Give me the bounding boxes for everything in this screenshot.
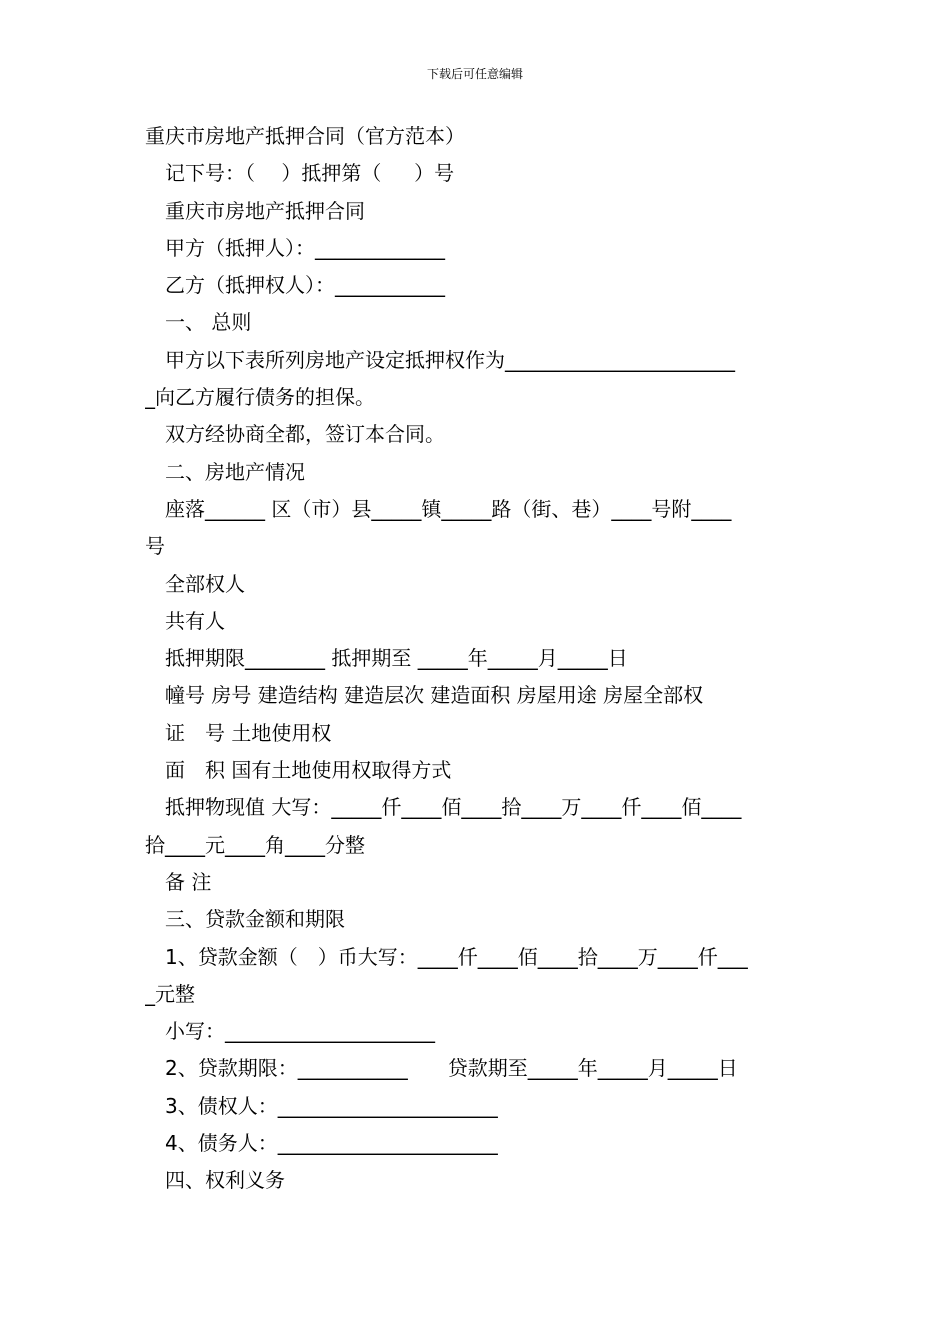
document-line: 全部权人 [165, 571, 245, 596]
document-line: 二、房地产情况 [165, 459, 305, 484]
document-line: 备 注 [165, 869, 212, 894]
document-line: 乙方（抵押权人）：___________ [165, 273, 445, 298]
document-body [145, 118, 815, 1200]
document-line: 幢号 房号 建造结构 建造层次 建造面积 房屋用途 房屋全部权 [165, 683, 704, 708]
document-line: 号 [145, 534, 165, 559]
document-line: 重庆市房地产抵押合同 [165, 198, 365, 223]
document-line: 甲方（抵押人）：_____________ [165, 235, 445, 260]
document-line: 4、债务人：______________________ [165, 1131, 498, 1156]
document-line: 抵押期限________ 抵押期至 _____年_____月_____日 [165, 646, 628, 671]
document-line: 拾____元____角____分整 [145, 832, 365, 857]
document-line: 记下号：（ ）抵押第（ ）号 [165, 161, 455, 186]
document-line: 抵押物现值 大写：_____仟____佰____拾____万____仟____佰____ [165, 795, 742, 820]
document-title: 重庆市房地产抵押合同（官方范本） [145, 124, 465, 148]
document-line: 三、贷款金额和期限 [165, 907, 345, 932]
document-line: 1、贷款金额（ ）币大写：____仟____佰____拾____万____仟___ [165, 944, 748, 969]
document-line: 面 积 国有土地使用权取得方式 [165, 758, 452, 783]
document-line: 一、 总则 [165, 310, 252, 335]
document-line: 甲方以下表所列房地产设定抵押权作为_______________________ [165, 347, 735, 372]
document-line: 双方经协商全都，签订本合同。 [165, 422, 445, 447]
document-line: 小写：_____________________ [165, 1019, 435, 1044]
document-line: 证 号 土地使用权 [165, 720, 332, 745]
document-line: 座落______ 区（市）县_____镇_____路（街、巷）____号附____ [165, 496, 732, 521]
document-line: 共有人 [165, 608, 225, 633]
document-line: 2、贷款期限：___________ 贷款期至_____年_____月_____日 [165, 1056, 738, 1081]
document-line: _元整 [145, 981, 195, 1006]
page-header: 下载后可任意编辑 [426, 67, 523, 81]
document-line: _向乙方履行债务的担保。 [145, 385, 375, 410]
document-line: 3、债权人：______________________ [165, 1093, 498, 1118]
document-line: 四、权利义务 [165, 1168, 285, 1193]
